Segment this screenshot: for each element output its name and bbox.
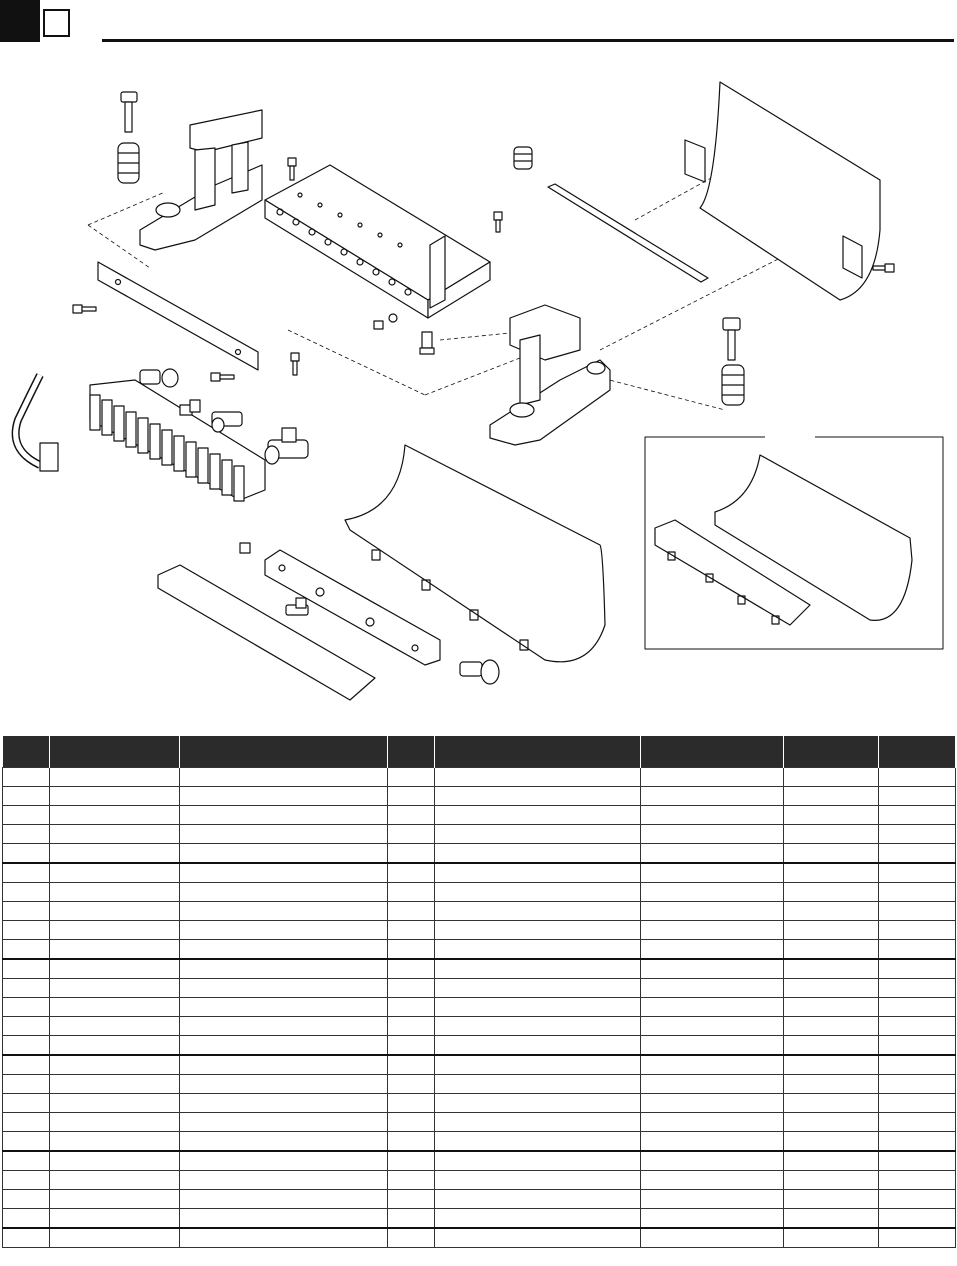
table-cell — [180, 1151, 388, 1171]
tee-fitting-large — [265, 428, 308, 464]
inset-panel — [645, 437, 943, 649]
header-rule — [102, 39, 954, 42]
table-cell — [879, 1036, 956, 1056]
table-cell — [3, 768, 50, 787]
table-cell — [180, 921, 388, 940]
fitting-center — [420, 332, 434, 354]
table-cell — [784, 863, 879, 883]
table-cell — [50, 998, 180, 1017]
elbow-fitting-bottom — [460, 660, 499, 684]
table-cell — [641, 1151, 784, 1171]
table-cell — [388, 979, 435, 998]
table-cell — [641, 1171, 784, 1190]
table-cell — [641, 1209, 784, 1229]
table-cell — [180, 825, 388, 844]
table-cell — [879, 883, 956, 902]
table-row — [3, 1075, 956, 1094]
valve-bank — [90, 380, 265, 501]
table-cell — [388, 940, 435, 960]
table-cell — [641, 940, 784, 960]
table-row — [3, 844, 956, 864]
table-cell — [879, 1017, 956, 1036]
table-cell — [3, 1228, 50, 1248]
table-cell — [388, 902, 435, 921]
bolt-right — [723, 318, 740, 360]
table-cell — [435, 1190, 641, 1209]
table-cell — [3, 1055, 50, 1075]
table-cell — [3, 940, 50, 960]
table-cell — [784, 921, 879, 940]
table-row — [3, 902, 956, 921]
table-cell — [435, 1113, 641, 1132]
table-cell — [641, 998, 784, 1017]
table-cell — [435, 1017, 641, 1036]
table-cell — [879, 1151, 956, 1171]
col-header-description — [180, 736, 388, 768]
table-cell — [180, 1228, 388, 1248]
table-row — [3, 1094, 956, 1113]
table-row — [3, 1171, 956, 1190]
table-cell — [879, 959, 956, 979]
table-cell — [784, 825, 879, 844]
table-cell — [435, 902, 641, 921]
table-cell — [388, 844, 435, 864]
table-cell — [641, 979, 784, 998]
table-cell — [388, 1036, 435, 1056]
table-cell — [3, 1094, 50, 1113]
table-cell — [388, 787, 435, 806]
table-cell — [3, 1190, 50, 1209]
table-cell — [641, 1113, 784, 1132]
table-cell — [3, 959, 50, 979]
table-cell — [641, 787, 784, 806]
table-row — [3, 806, 956, 825]
bolt-left — [121, 92, 137, 132]
table-cell — [50, 921, 180, 940]
table-cell — [388, 959, 435, 979]
table-cell — [641, 1132, 784, 1152]
table-cell — [180, 787, 388, 806]
table-cell — [388, 806, 435, 825]
cover-top-right — [685, 82, 880, 300]
table-cell — [3, 1075, 50, 1094]
table-cell — [879, 902, 956, 921]
table-cell — [388, 998, 435, 1017]
table-cell — [3, 902, 50, 921]
table-cell — [50, 806, 180, 825]
table-cell — [879, 1055, 956, 1075]
table-cell — [180, 768, 388, 787]
table-cell — [784, 1075, 879, 1094]
table-cell — [180, 1075, 388, 1094]
table-row — [3, 825, 956, 844]
table-cell — [180, 1094, 388, 1113]
table-cell — [50, 825, 180, 844]
table-row — [3, 1190, 956, 1209]
tee-fitting-small — [212, 412, 242, 432]
spring-center — [514, 147, 532, 169]
table-cell — [879, 1171, 956, 1190]
plug-small — [240, 543, 250, 553]
table-cell — [435, 1036, 641, 1056]
table-row — [3, 1151, 956, 1171]
table-cell — [784, 1113, 879, 1132]
table-row — [3, 883, 956, 902]
col-header-extra-2 — [879, 736, 956, 768]
table-cell — [784, 1228, 879, 1248]
table-cell — [50, 844, 180, 864]
table-cell — [879, 1075, 956, 1094]
table-row — [3, 1036, 956, 1056]
table-cell — [50, 1055, 180, 1075]
elbow-fitting-top — [140, 369, 178, 387]
table-cell — [388, 1075, 435, 1094]
seal-strip — [548, 184, 708, 282]
table-cell — [50, 1075, 180, 1094]
table-cell — [388, 1151, 435, 1171]
table-cell — [641, 902, 784, 921]
table-cell — [879, 863, 956, 883]
table-cell — [50, 1094, 180, 1113]
table-cell — [435, 1094, 641, 1113]
parts-list-table — [2, 736, 956, 1248]
table-cell — [879, 1132, 956, 1152]
table-cell — [784, 787, 879, 806]
table-cell — [784, 1017, 879, 1036]
table-cell — [3, 1132, 50, 1152]
table-cell — [435, 1171, 641, 1190]
table-cell — [435, 844, 641, 864]
table-cell — [3, 806, 50, 825]
table-cell — [180, 1055, 388, 1075]
table-cell — [879, 844, 956, 864]
table-cell — [641, 844, 784, 864]
table-row — [3, 1055, 956, 1075]
table-cell — [879, 825, 956, 844]
table-cell — [784, 883, 879, 902]
table-cell — [180, 1171, 388, 1190]
table-cell — [388, 1209, 435, 1229]
table-cell — [879, 1113, 956, 1132]
table-cell — [641, 959, 784, 979]
section-tab-box — [43, 9, 70, 37]
table-cell — [784, 902, 879, 921]
table-cell — [435, 998, 641, 1017]
table-cell — [435, 940, 641, 960]
table-cell — [388, 768, 435, 787]
mounting-plate — [98, 262, 258, 370]
table-cell — [388, 1055, 435, 1075]
table-cell — [388, 921, 435, 940]
col-header-remarks — [435, 736, 641, 768]
table-cell — [435, 768, 641, 787]
table-row — [3, 768, 956, 787]
table-cell — [784, 844, 879, 864]
table-cell — [784, 998, 879, 1017]
table-cell — [180, 1209, 388, 1229]
table-cell — [641, 921, 784, 940]
table-cell — [879, 787, 956, 806]
table-cell — [50, 768, 180, 787]
table-cell — [879, 806, 956, 825]
table-cell — [641, 1017, 784, 1036]
table-cell — [3, 844, 50, 864]
table-cell — [3, 921, 50, 940]
table-cell — [180, 844, 388, 864]
table-cell — [435, 959, 641, 979]
table-cell — [388, 1171, 435, 1190]
table-cell — [435, 863, 641, 883]
table-cell — [388, 1132, 435, 1152]
table-cell — [435, 979, 641, 998]
table-cell — [879, 1209, 956, 1229]
table-row — [3, 1209, 956, 1229]
table-cell — [50, 1132, 180, 1152]
section-tab-black — [0, 0, 40, 42]
table-cell — [879, 1094, 956, 1113]
table-header-row — [3, 736, 956, 768]
table-cell — [50, 902, 180, 921]
table-row — [3, 1017, 956, 1036]
table-cell — [50, 787, 180, 806]
table-cell — [641, 1190, 784, 1209]
col-header-qty — [388, 736, 435, 768]
table-cell — [784, 940, 879, 960]
table-cell — [879, 998, 956, 1017]
table-row — [3, 863, 956, 883]
table-cell — [180, 1132, 388, 1152]
bracket-mount-left — [140, 110, 262, 250]
table-cell — [3, 825, 50, 844]
table-cell — [50, 1017, 180, 1036]
table-cell — [180, 1036, 388, 1056]
table-cell — [435, 825, 641, 844]
plug-fitting — [180, 400, 200, 415]
table-cell — [435, 921, 641, 940]
table-cell — [388, 1228, 435, 1248]
table-cell — [180, 998, 388, 1017]
table-cell — [641, 806, 784, 825]
table-cell — [435, 806, 641, 825]
table-cell — [50, 1036, 180, 1056]
table-row — [3, 921, 956, 940]
table-cell — [641, 1228, 784, 1248]
spring-right — [722, 365, 744, 405]
table-cell — [879, 940, 956, 960]
table-cell — [784, 806, 879, 825]
table-cell — [641, 1075, 784, 1094]
table-cell — [435, 1209, 641, 1229]
table-cell — [50, 1190, 180, 1209]
table-cell — [3, 863, 50, 883]
parts-table-body — [3, 768, 956, 1248]
table-cell — [388, 1190, 435, 1209]
table-cell — [641, 768, 784, 787]
table-cell — [180, 959, 388, 979]
table-row — [3, 998, 956, 1017]
table-cell — [784, 768, 879, 787]
table-cell — [180, 979, 388, 998]
table-cell — [180, 863, 388, 883]
table-row — [3, 959, 956, 979]
table-cell — [50, 863, 180, 883]
table-cell — [3, 998, 50, 1017]
table-cell — [50, 1209, 180, 1229]
table-cell — [388, 825, 435, 844]
table-cell — [784, 979, 879, 998]
table-cell — [784, 1036, 879, 1056]
table-row — [3, 787, 956, 806]
table-cell — [641, 1055, 784, 1075]
table-cell — [50, 883, 180, 902]
nipple-fitting — [286, 598, 308, 615]
table-row — [3, 979, 956, 998]
col-header-ref — [3, 736, 50, 768]
table-cell — [435, 1151, 641, 1171]
table-cell — [50, 1151, 180, 1171]
table-row — [3, 940, 956, 960]
exploded-parts-diagram — [0, 60, 957, 720]
table-cell — [50, 979, 180, 998]
spring-left — [118, 143, 139, 183]
table-cell — [784, 1094, 879, 1113]
table-cell — [180, 1113, 388, 1132]
table-cell — [784, 1151, 879, 1171]
table-cell — [879, 1228, 956, 1248]
tube-and-clip — [16, 375, 58, 471]
table-cell — [879, 768, 956, 787]
table-cell — [641, 1036, 784, 1056]
table-cell — [435, 883, 641, 902]
table-cell — [435, 1055, 641, 1075]
table-cell — [388, 1094, 435, 1113]
table-cell — [879, 1190, 956, 1209]
table-row — [3, 1228, 956, 1248]
table-cell — [435, 1228, 641, 1248]
table-cell — [50, 1228, 180, 1248]
table-row — [3, 1113, 956, 1132]
table-cell — [641, 863, 784, 883]
table-cell — [435, 1132, 641, 1152]
table-cell — [435, 1075, 641, 1094]
table-cell — [3, 883, 50, 902]
table-cell — [784, 1209, 879, 1229]
table-cell — [3, 1171, 50, 1190]
table-cell — [50, 1113, 180, 1132]
table-cell — [784, 1171, 879, 1190]
table-cell — [50, 1171, 180, 1190]
table-cell — [784, 1190, 879, 1209]
table-cell — [3, 1036, 50, 1056]
table-cell — [435, 787, 641, 806]
col-header-extra-1 — [784, 736, 879, 768]
table-cell — [3, 1113, 50, 1132]
table-cell — [180, 883, 388, 902]
table-cell — [641, 1094, 784, 1113]
manifold-block — [265, 165, 490, 318]
table-row — [3, 1132, 956, 1152]
table-cell — [3, 787, 50, 806]
table-cell — [180, 940, 388, 960]
table-cell — [3, 1151, 50, 1171]
table-cell — [50, 959, 180, 979]
col-header-model — [641, 736, 784, 768]
table-cell — [641, 883, 784, 902]
table-cell — [180, 1017, 388, 1036]
table-cell — [641, 825, 784, 844]
table-cell — [784, 959, 879, 979]
table-cell — [784, 1132, 879, 1152]
table-cell — [879, 979, 956, 998]
bracket-mount-right — [490, 305, 610, 445]
table-cell — [50, 940, 180, 960]
table-cell — [3, 1209, 50, 1229]
table-cell — [879, 921, 956, 940]
table-cell — [388, 863, 435, 883]
table-cell — [3, 1017, 50, 1036]
table-cell — [180, 806, 388, 825]
table-cell — [784, 1055, 879, 1075]
table-cell — [3, 979, 50, 998]
col-header-part-no — [50, 736, 180, 768]
table-cell — [388, 1113, 435, 1132]
table-cell — [180, 902, 388, 921]
table-cell — [388, 883, 435, 902]
table-cell — [388, 1017, 435, 1036]
table-cell — [180, 1190, 388, 1209]
